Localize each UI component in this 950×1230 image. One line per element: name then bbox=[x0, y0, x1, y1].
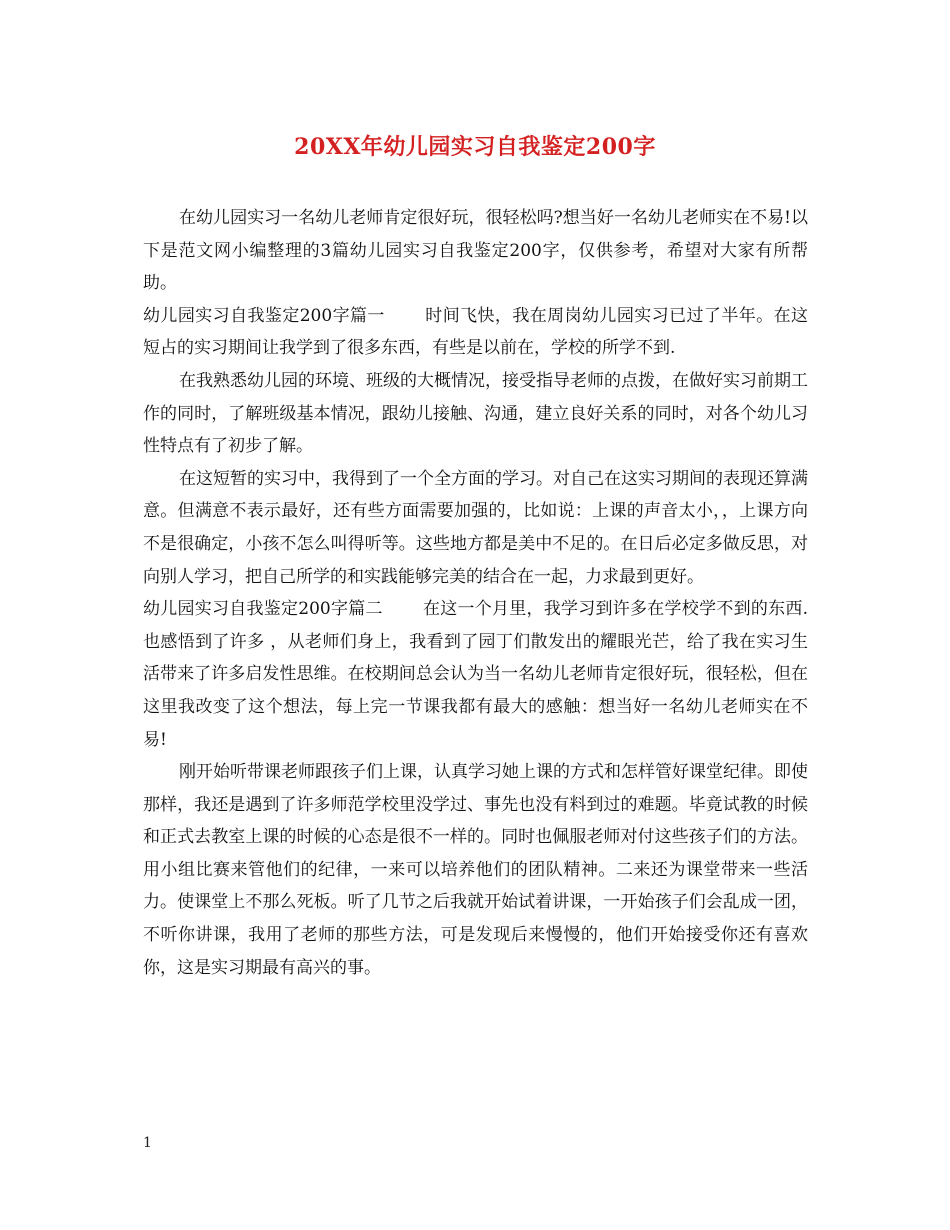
paragraph-familiarize bbox=[143, 365, 808, 463]
document-body bbox=[143, 202, 808, 984]
paragraph-text: 在这短暂的实习中，我得到了一个全方面的学习。对自己在这实习期间的表现还算满意。但满意不表示最好，还有些方面需要加强的，比如说：上课的声音太小，，上课方向不是很确定，小孩不怎么叫得听等。这些地方都是美中不足的。在日后必定多做反思，对向别人学习，把自己所学的和实践能够完美的结合在一起，力求最到更好。 bbox=[143, 468, 808, 587]
section-heading: 幼儿园实习自我鉴定200字篇二 bbox=[143, 599, 383, 620]
paragraph-text: 在幼儿园实习一名幼儿老师肯定很好玩，很轻松吗?想当好一名幼儿老师实在不易!以下是范文网小编整理的3篇幼儿园实习自我鉴定200字，仅供参考，希望对大家有所帮助。 bbox=[143, 208, 808, 294]
paragraph-text: 时间飞快，我在周岗幼儿园实习已过了半年。在这短占的实习期间让我学到了很多东西，有些是以前在，学校的所学不到. bbox=[143, 305, 809, 359]
paragraph-text: 在这一个月里，我学习到许多在学校学不到的东西.也感悟到了许多 ，从老师们身上，我看到了园丁们散发出的耀眼光芒，给了我在实习生活带来了许多启发性思维。在校期间总会认为当一名幼儿老师肯定很好玩，很轻松，但在这里我改变了这个想法，每上完一节课我都有最大的感触：想当好一名幼儿老师实在不易! bbox=[143, 599, 808, 750]
paragraph-section-1 bbox=[143, 300, 808, 365]
paragraph-section-2 bbox=[143, 593, 808, 756]
paragraph-reflection bbox=[143, 463, 808, 593]
document-title: 20XX年幼儿园实习自我鉴定200字 bbox=[294, 134, 656, 160]
section-heading: 幼儿园实习自我鉴定200字篇一 bbox=[143, 305, 385, 326]
page-number: 1 bbox=[143, 1135, 152, 1151]
paragraph-intro bbox=[143, 202, 808, 300]
paragraph-text: 刚开始听带课老师跟孩子们上课，认真学习她上课的方式和怎样管好课堂纪律。即使那样，我还是遇到了许多师范学校里没学过、事先也没有料到过的难题。毕竟试教的时候和正式去教室上课的时候的心态是很不一样的。同时也佩服老师对付这些孩子们的方法。用小组比赛来管他们的纪律，一来可以培养他们的团队精神。二来还为课堂带来一些活力。使课堂上不那么死板。听了几节之后我就开始试着讲课，一开始孩子们会乱成一团，不听你讲课，我用了老师的那些方法，可是发现后来慢慢的，他们开始接受你还有喜欢你，这是实习期最有高兴的事。 bbox=[143, 762, 808, 978]
paragraph-text: 在我熟悉幼儿园的环境、班级的大概情况，接受指导老师的点拨，在做好实习前期工作的同时，了解班级基本情况，跟幼儿接触、沟通，建立良好关系的同时，对各个幼儿习性特点有了初步了解。 bbox=[143, 370, 808, 457]
paragraph-teaching bbox=[143, 756, 808, 984]
